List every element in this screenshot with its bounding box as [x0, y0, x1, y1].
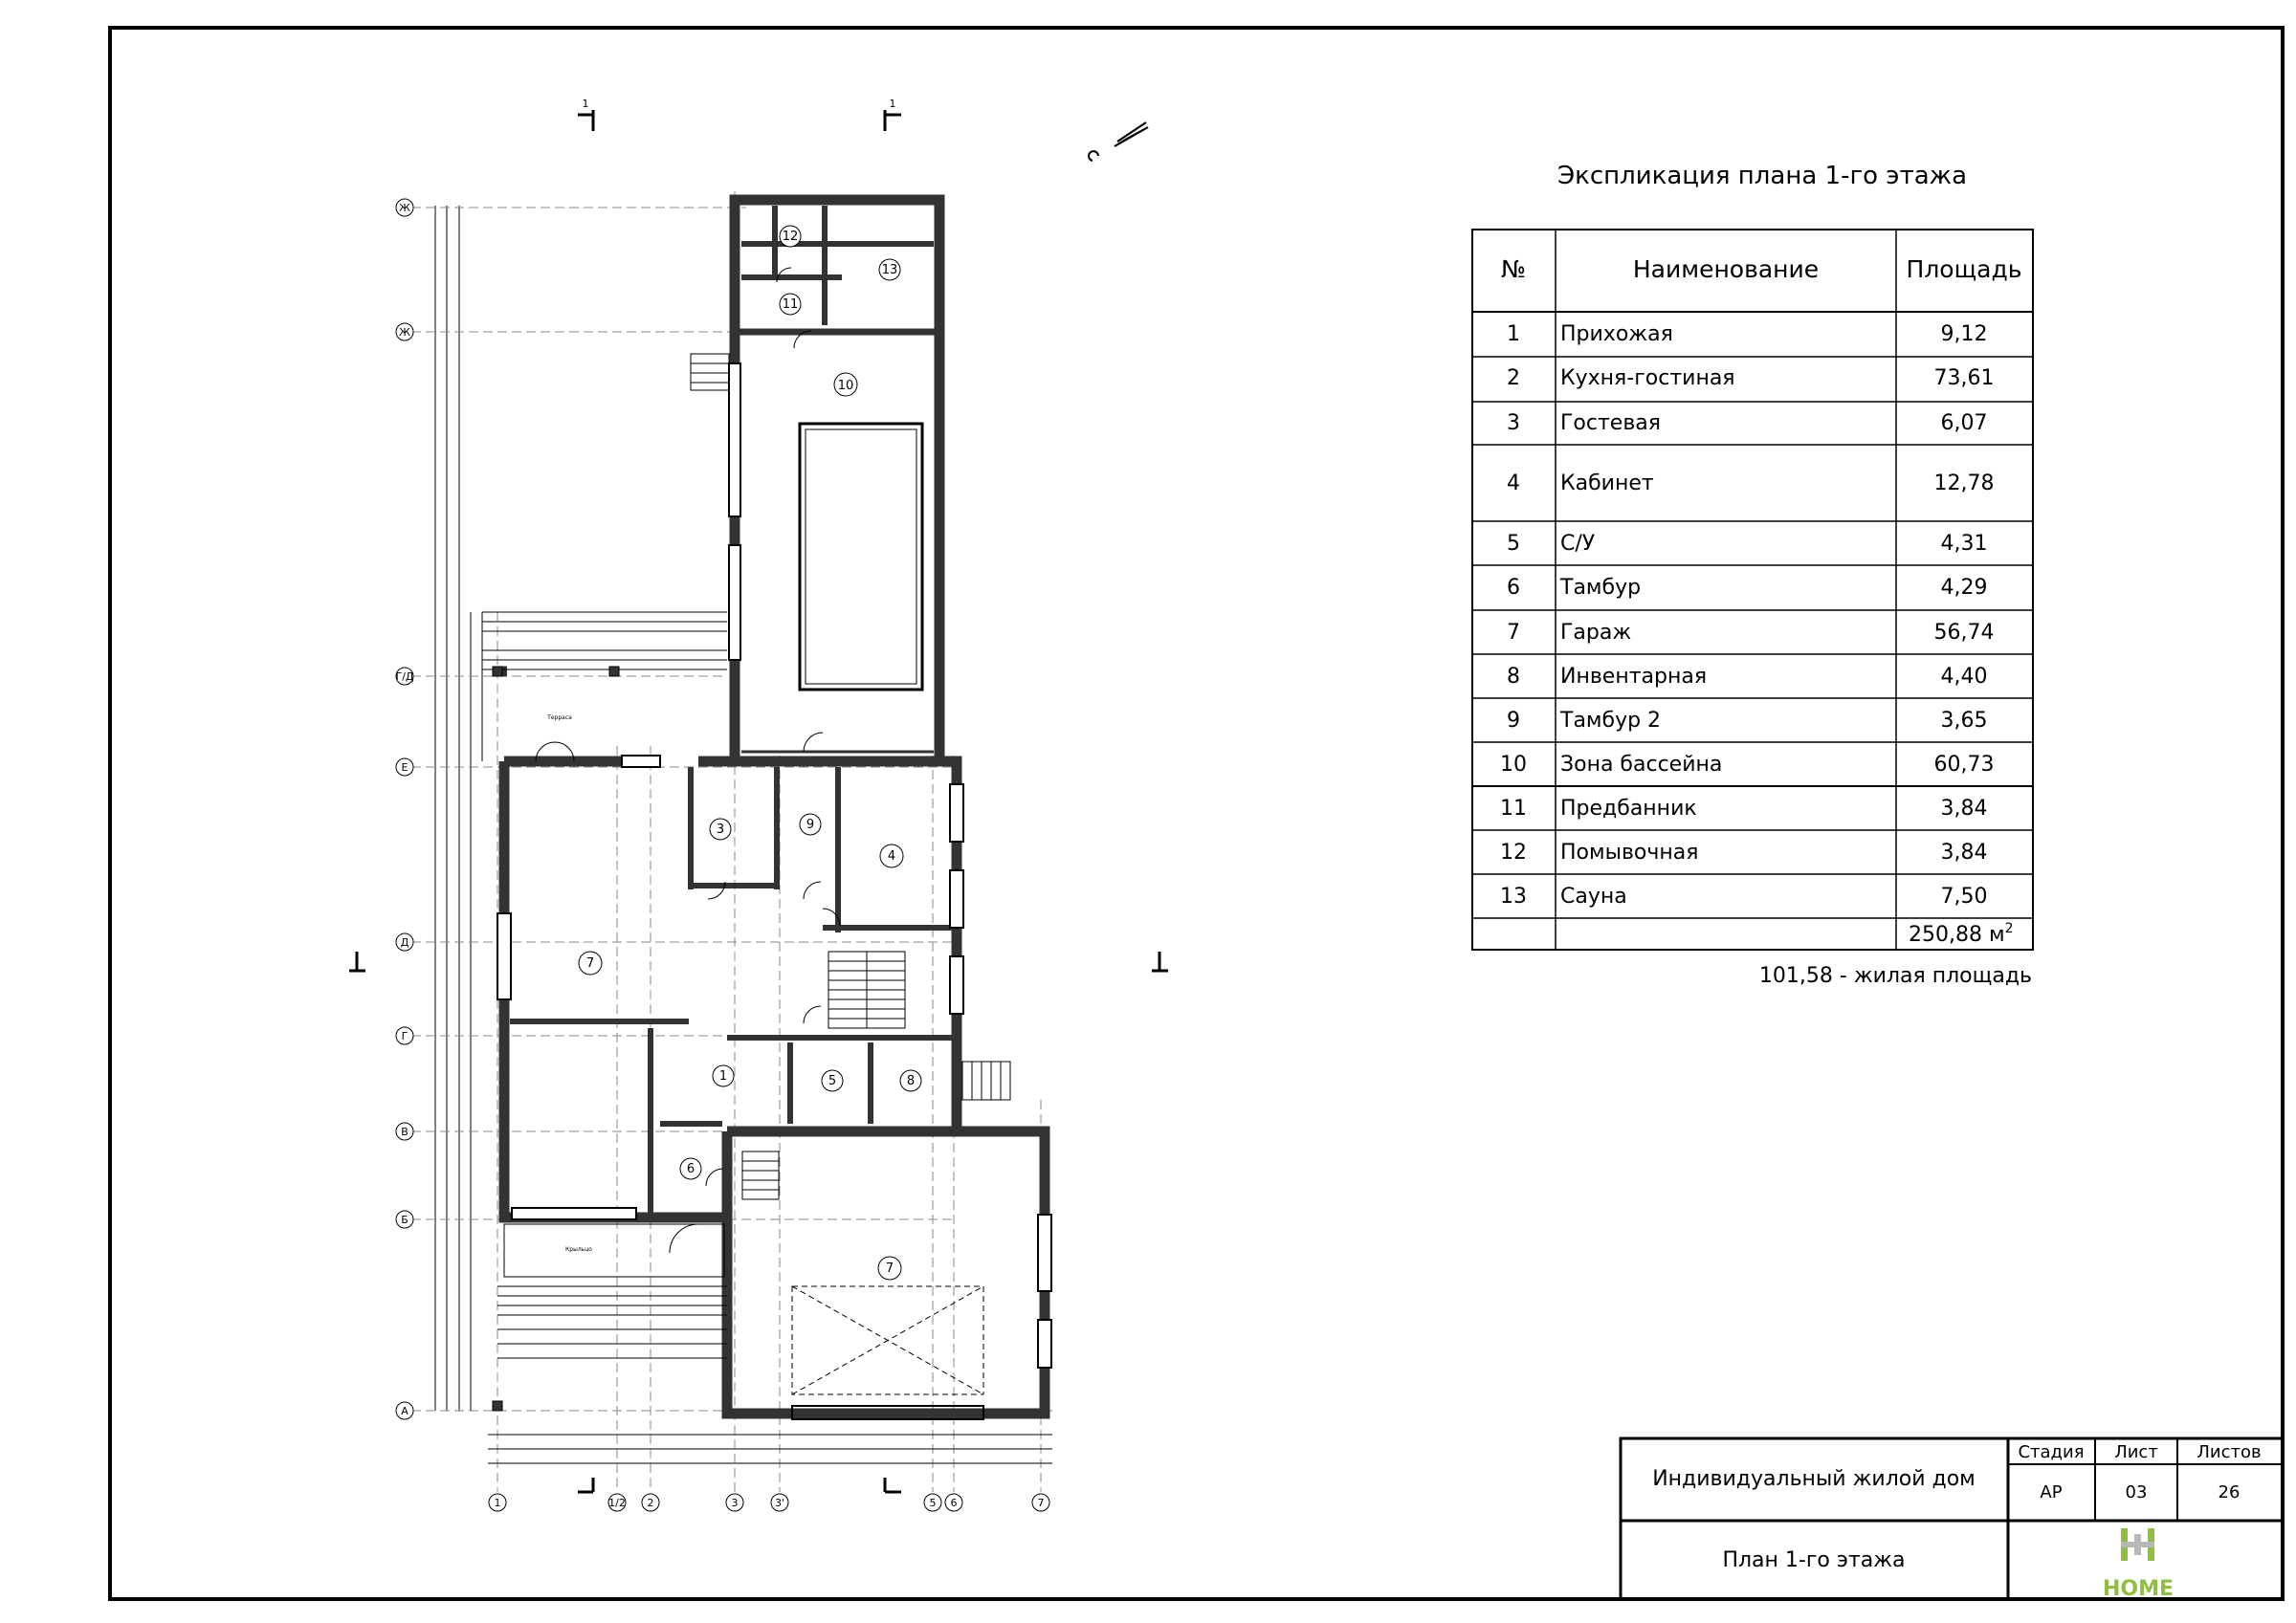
room-number: 4 [887, 849, 896, 864]
garage-hatch [792, 1286, 983, 1394]
axis-label: 2 [647, 1497, 654, 1509]
north-arrow-icon [1089, 122, 1148, 161]
row-name: Гараж [1560, 621, 1632, 645]
table-row [1507, 322, 1987, 346]
row-num: 9 [1507, 709, 1520, 733]
table-row [1507, 621, 1994, 645]
veranda-label: Терраса [547, 714, 572, 721]
table-row [1507, 709, 1987, 733]
row-name: Предбанник [1560, 797, 1697, 821]
row-area: 3,84 [1940, 841, 1988, 865]
table-row [1507, 411, 1987, 435]
title-block [1621, 1438, 2283, 1601]
row-num: 2 [1507, 366, 1520, 390]
axis-label: Б [401, 1214, 408, 1226]
table-row [1500, 753, 1994, 777]
row-name: С/У [1560, 532, 1596, 556]
row-name: Сауна [1560, 885, 1627, 909]
axis-label: Д [400, 936, 409, 949]
axis-label: Г [401, 1030, 408, 1042]
section-mark-label: 1 [889, 98, 896, 110]
section-mark-label: 1 [582, 98, 589, 110]
row-area: 9,12 [1940, 322, 1988, 346]
row-num: 10 [1500, 753, 1527, 777]
row-area: 6,07 [1940, 411, 1988, 435]
room-number: 6 [686, 1162, 695, 1176]
room-number: 11 [782, 297, 799, 312]
garage-stair [742, 1151, 779, 1199]
row-name: Кухня-гостиная [1560, 366, 1735, 390]
terrace [482, 612, 727, 761]
row-num: 8 [1507, 665, 1520, 689]
row-num: 6 [1507, 576, 1520, 600]
pool-basin [800, 424, 922, 690]
room-number: 13 [881, 263, 898, 277]
room-number: 9 [806, 818, 815, 832]
table-row [1507, 576, 1987, 600]
explication-title: Экспликация плана 1-го этажа [1557, 162, 1968, 190]
room-number: 12 [782, 230, 799, 244]
porch-label: Крыльцо [565, 1246, 592, 1253]
axis-labels-left [395, 202, 413, 1417]
axis-label: А [401, 1405, 408, 1417]
row-name: Зона бассейна [1560, 753, 1723, 777]
sheets-value: 26 [2218, 1482, 2241, 1502]
row-name: Помывочная [1560, 841, 1699, 865]
table-row [1507, 472, 1994, 495]
logo-text: HOME [2102, 1577, 2175, 1601]
room-number: 7 [885, 1261, 894, 1276]
row-area: 7,50 [1940, 885, 1988, 909]
room-number: 1 [718, 1069, 728, 1084]
floor-plan [349, 110, 1168, 1511]
total-area: 250,88 $м^2$ [1909, 921, 2014, 947]
interior-stair [828, 952, 905, 1028]
axis-label: 7 [1037, 1497, 1045, 1509]
sheet-label: Лист [2114, 1442, 2158, 1462]
row-num: 11 [1500, 797, 1527, 821]
axis-label: Ж [399, 202, 410, 214]
axis-label: Г/Д [395, 670, 414, 683]
row-num: 5 [1507, 532, 1520, 556]
sheet-title: План 1-го этажа [1722, 1548, 1906, 1572]
table-row [1500, 841, 1987, 865]
axis-bubbles-left [396, 199, 413, 1419]
row-name: Тамбур [1560, 576, 1642, 600]
table-row [1500, 885, 1987, 909]
section-mark-labels [583, 98, 896, 110]
axis-bubbles-bottom [489, 1494, 1049, 1511]
axis-label: 5 [929, 1497, 937, 1509]
row-num: 7 [1507, 621, 1520, 645]
room-number: 7 [585, 956, 595, 971]
table-row [1507, 665, 1987, 689]
table-row [1507, 366, 1994, 390]
home-logo [2103, 1528, 2174, 1601]
row-area: 60,73 [1933, 753, 1995, 777]
axis-label: 1 [494, 1497, 501, 1509]
header-name: Наименование [1632, 255, 1820, 283]
row-num: 3 [1507, 411, 1520, 435]
axis-label: Е [401, 761, 408, 774]
row-area: 73,61 [1933, 366, 1995, 390]
table-row [1507, 532, 1987, 556]
row-num: 4 [1507, 472, 1520, 495]
axis-label: 1/2 [608, 1497, 626, 1509]
row-num: 13 [1500, 885, 1527, 909]
stage-label: Стадия [2018, 1442, 2085, 1462]
row-area: 3,84 [1940, 797, 1988, 821]
row-area: 12,78 [1933, 472, 1995, 495]
row-area: 3,65 [1940, 709, 1988, 733]
explication [1472, 162, 2033, 988]
row-area: 4,31 [1940, 532, 1988, 556]
header-num: № [1500, 255, 1527, 283]
row-area: 4,40 [1940, 665, 1988, 689]
row-name: Инвентарная [1560, 665, 1708, 689]
project-name: Индивидуальный жилой дом [1652, 1467, 1976, 1491]
room-number: 8 [906, 1074, 916, 1088]
row-num: 12 [1500, 841, 1527, 865]
row-name: Гостевая [1560, 411, 1662, 435]
room-number: 3 [716, 822, 725, 837]
stage-value: АР [2040, 1482, 2063, 1502]
header-area: Площадь [1906, 255, 2022, 283]
sheets-label: Листов [2197, 1442, 2262, 1462]
row-name: Кабинет [1560, 472, 1654, 495]
room-number: 10 [837, 379, 854, 393]
row-name: Прихожая [1560, 322, 1673, 346]
axis-label: Ж [399, 326, 410, 339]
room-number: 5 [828, 1074, 837, 1088]
axis-label: 6 [950, 1497, 958, 1509]
row-area: 4,29 [1940, 576, 1988, 600]
row-num: 1 [1507, 322, 1520, 346]
row-area: 56,74 [1933, 621, 1995, 645]
axis-label: В [401, 1126, 408, 1138]
table-row [1500, 797, 1987, 821]
axis-label: 3 [731, 1497, 739, 1509]
porch-steps [493, 1224, 727, 1411]
row-name: Тамбур 2 [1560, 709, 1662, 733]
left-dimension-chains [435, 206, 471, 1411]
bottom-dimension-chains [488, 1435, 1052, 1463]
sheet-value: 03 [2125, 1482, 2148, 1502]
living-area: 101,58 - жилая площадь [1758, 964, 2032, 988]
axis-label: 3' [774, 1497, 785, 1509]
